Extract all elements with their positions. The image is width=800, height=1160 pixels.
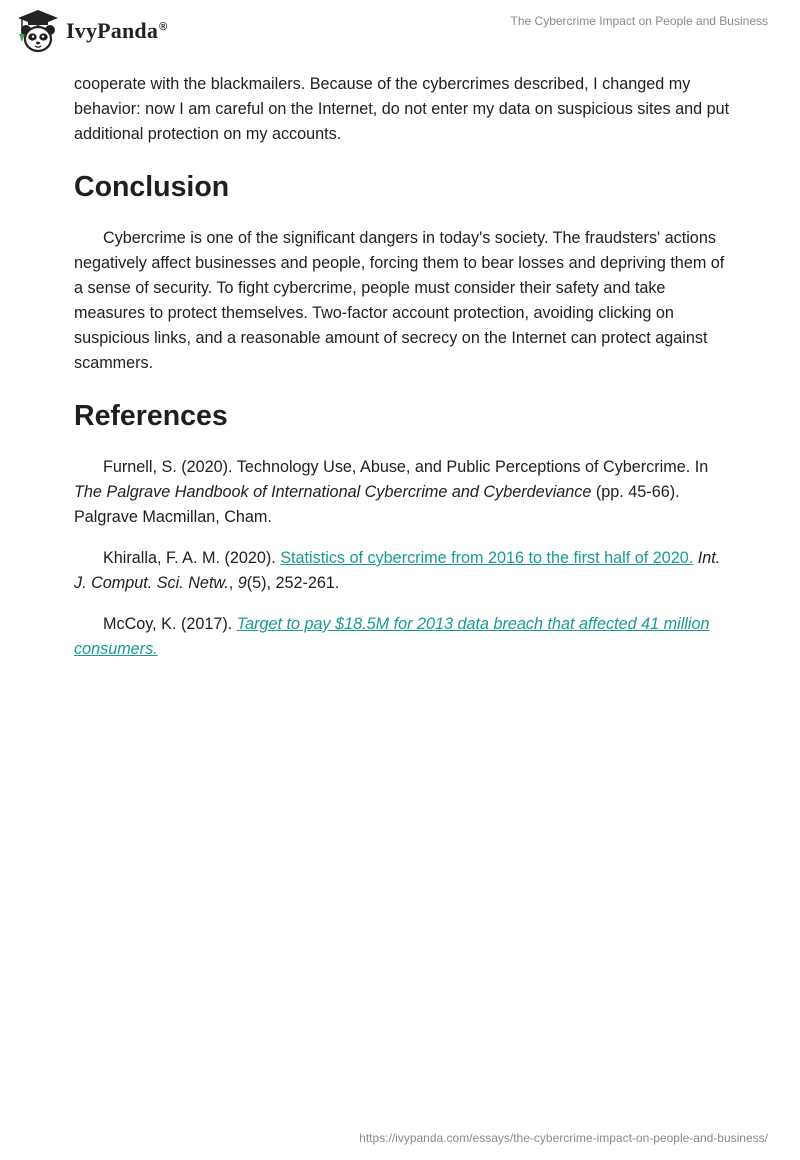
reference-mccoy — [74, 612, 734, 662]
reference-text: (5), 252-261. — [246, 574, 340, 592]
panda-graduate-icon — [14, 8, 62, 54]
page-header — [0, 0, 800, 70]
reference-comma: , — [228, 574, 238, 592]
running-title: The Cybercrime Impact on People and Business — [510, 14, 768, 28]
reference-link-statistics[interactable]: Statistics of cybercrime from 2016 to the first half of 2020. — [280, 549, 694, 567]
reference-text: McCoy, K. (2017). — [103, 615, 237, 633]
reference-furnell — [74, 455, 734, 530]
reference-link-text: Target to pay $18.5M for 2013 data breach that affected 41 million consumers. — [74, 615, 710, 658]
essay-content — [74, 70, 734, 662]
reference-journal: Int. J. Comput. Sci. Netw. — [74, 549, 721, 592]
logo-text: IvyPanda — [66, 18, 159, 43]
conclusion-heading: Conclusion — [74, 171, 230, 203]
reference-khiralla — [74, 546, 734, 596]
reference-book-title: The Palgrave Handbook of International Cybercrime and Cyberdeviance — [74, 483, 592, 501]
ivypanda-logo[interactable] — [14, 8, 167, 54]
conclusion-paragraph: Cybercrime is one of the significant dangers in today's society. The fraudsters' actions negatively affect businesses and people, forcing them to bear losses and depriving them of a sense of security. To fight cybercrime, people must consider their safety and take measures to protect themselves. Two-factor account protection, avoiding clicking on suspicious links, and a reasonable amount of secrecy on the Internet can protect against scammers. — [74, 229, 725, 372]
reference-volume: 9 — [237, 574, 247, 592]
logo-wordmark — [66, 18, 167, 44]
reference-text: (pp. 45-66). Palgrave Macmillan, Cham. — [74, 483, 680, 526]
registered-mark: ® — [159, 20, 168, 33]
footer-url: https://ivypanda.com/essays/the-cybercrime-impact-on-people-and-business/ — [359, 1131, 768, 1145]
intro-paragraph: cooperate with the blackmailers. Because of the cybercrimes described, I changed my behavior: now I am careful on the Internet, do not enter my data on suspicious sites and put additional protection on my accounts. — [74, 75, 730, 143]
reference-text: Furnell, S. (2020). Technology Use, Abuse, and Public Perceptions of Cybercrime. In — [103, 458, 709, 476]
reference-text: Khiralla, F. A. M. (2020). — [103, 549, 281, 567]
references-heading: References — [74, 400, 228, 432]
